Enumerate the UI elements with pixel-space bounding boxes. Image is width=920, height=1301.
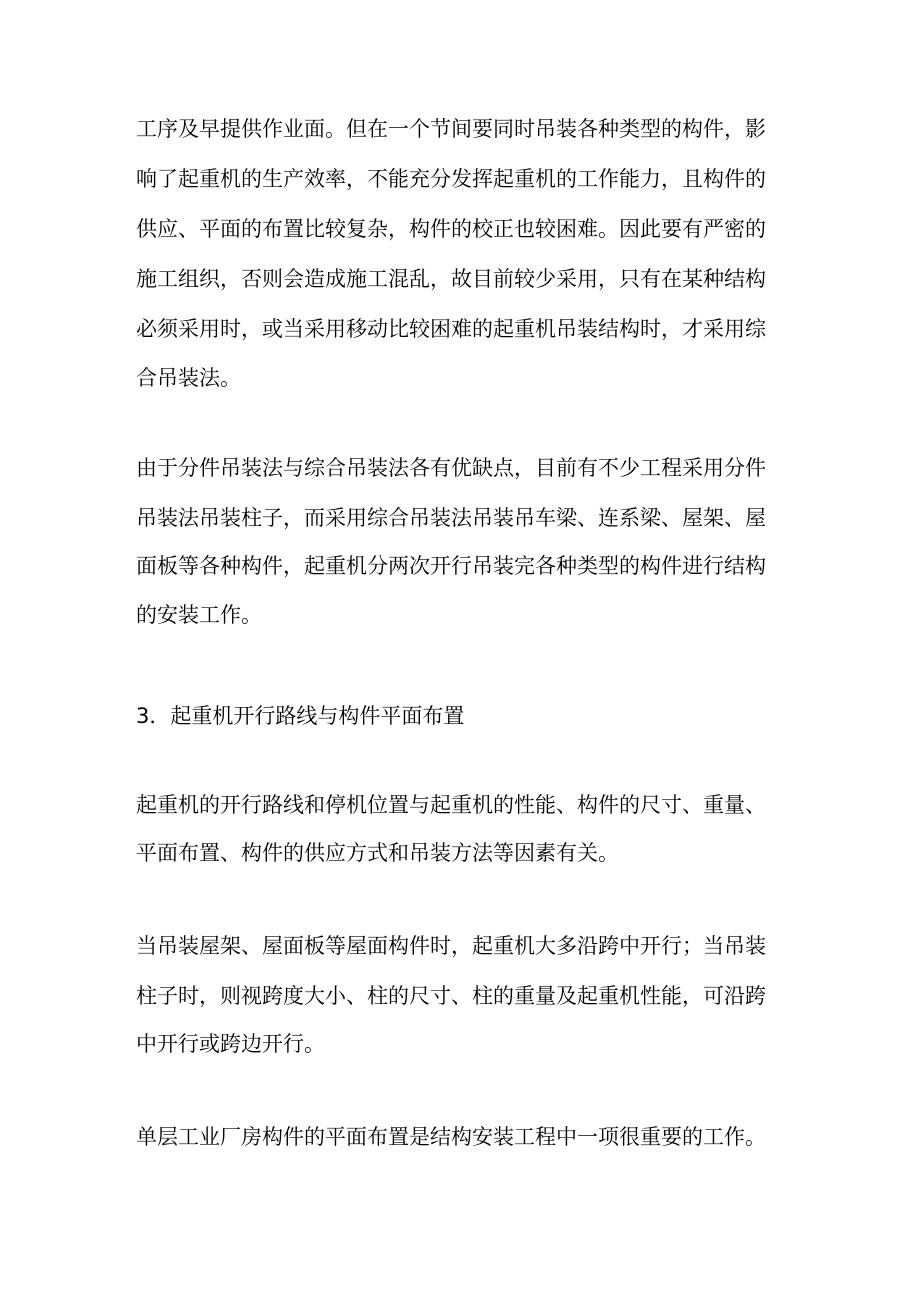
paragraph-3-line-2: 平面布置、构件的供应方式和吊装方法等因素有关。 [136, 841, 619, 865]
paragraph-4-line-3: 中开行或跨边开行。 [136, 1032, 325, 1056]
paragraph-1-line-5: 必须采用时，或当采用移动比较困难的起重机吊装结构时，才采用综 [136, 317, 766, 341]
paragraph-1-line-6: 合吊装法。 [136, 366, 241, 390]
paragraph-2-line-3: 面板等各种构件，起重机分两次开行吊装完各种类型的构件进行结构 [136, 554, 766, 578]
paragraph-5-line-1: 单层工业厂房构件的平面布置是结构安装工程中一项很重要的工作。 [136, 1125, 766, 1149]
paragraph-2-line-2: 吊装法吊装柱子，而采用综合吊装法吊装吊车梁、连系梁、屋架、屋 [136, 506, 766, 530]
paragraph-1-line-1: 工序及早提供作业面。但在一个节间要同时吊装各种类型的构件，影 [136, 117, 766, 141]
section-heading: 3．起重机开行路线与构件平面布置 [136, 704, 465, 728]
paragraph-3-line-1: 起重机的开行路线和停机位置与起重机的性能、构件的尺寸、重量、 [136, 793, 766, 817]
paragraph-2-line-1: 由于分件吊装法与综合吊装法各有优缺点，目前有不少工程采用分件 [136, 456, 766, 480]
paragraph-1-line-3: 供应、平面的布置比较复杂，构件的校正也较困难。因此要有严密的 [136, 217, 766, 241]
paragraph-1-line-4: 施工组织，否则会造成施工混乱，故目前较少采用，只有在某种结构 [136, 267, 766, 291]
paragraph-4-line-2: 柱子时，则视跨度大小、柱的尺寸、柱的重量及起重机性能，可沿跨 [136, 984, 766, 1008]
paragraph-4-line-1: 当吊装屋架、屋面板等屋面构件时，起重机大多沿跨中开行；当吊装 [136, 934, 766, 958]
paragraph-2-line-4: 的安装工作。 [136, 603, 262, 627]
paragraph-1-line-2: 响了起重机的生产效率，不能充分发挥起重机的工作能力，且构件的 [136, 167, 766, 191]
